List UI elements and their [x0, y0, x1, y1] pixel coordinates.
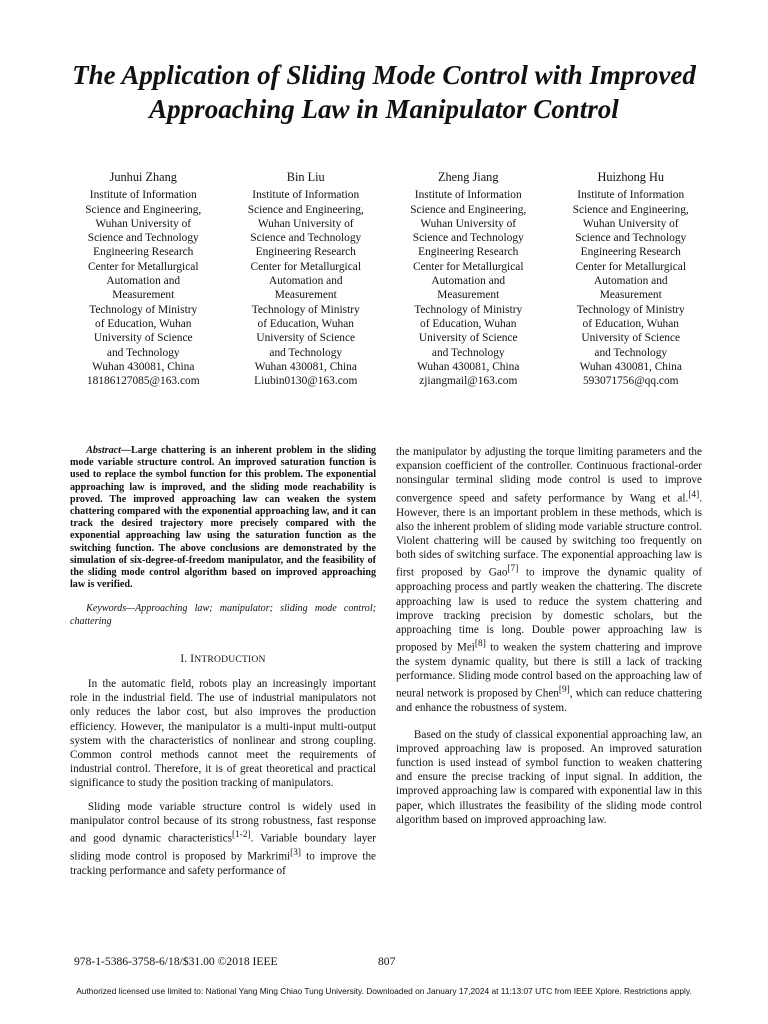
citation: [1-2] [231, 830, 251, 841]
author-card [62, 170, 225, 388]
affiliation-line: Wuhan University of [257, 217, 354, 230]
affiliation-line: Science and Technology [575, 232, 687, 245]
author-name: Huizhong Hu [597, 170, 665, 184]
affiliation-line: Engineering Research [255, 246, 356, 259]
affiliation-line: University of Science [581, 332, 681, 345]
author-email: 593071756@qq.com [582, 375, 679, 388]
abstract-label: Abstract [86, 445, 121, 456]
affiliation-line: Engineering Research [93, 246, 194, 259]
citation: [3] [290, 848, 302, 859]
license-notice: Authorized licensed use limited to: National Yang Ming Chiao Tung University. Downloaded on January 17,2024 at 11:13:07 UTC from IEEE Xplore. Restrictions apply. [76, 986, 692, 996]
keywords: Keywords—Approaching law; manipulator; sliding mode control; chattering [70, 603, 376, 627]
affiliation-line: of Education, Wuhan [582, 317, 679, 330]
text-run: . Variable boundary layer sliding mode control is proposed by Markrimi [70, 832, 377, 863]
affiliation-line: Center for Metallurgical [88, 260, 199, 273]
author-card [550, 170, 713, 388]
affiliation-line: Engineering Research [580, 246, 681, 259]
affiliation-line: Measurement [112, 289, 175, 302]
text-run: to improve the dynamic quality of approaching process and partly weaken the chattering. The discrete approaching law is used to reduce the system chattering and improve tracking precision by domestic scholars, but the approaching time is long. Double power approaching law is proposed by Mei [396, 567, 702, 654]
author-name: Bin Liu [286, 170, 325, 184]
affiliation-line: Wuhan 430081, China [254, 360, 357, 373]
section-title-rest: NTRODUCTION [194, 653, 266, 665]
affiliation-line: Technology of Ministry [414, 303, 523, 316]
affiliation-line: Center for Metallurgical [575, 260, 686, 273]
affiliation-line: of Education, Wuhan [95, 317, 192, 330]
affiliation-line: and Technology [269, 346, 343, 359]
affiliation-line: University of Science [93, 332, 193, 345]
affiliation-line: University of Science [256, 332, 356, 345]
affiliation-line: Automation and [268, 275, 343, 288]
author-name: Junhui Zhang [109, 170, 177, 184]
affiliation-line: Institute of Information [252, 189, 360, 202]
affiliation-line: and Technology [594, 346, 668, 359]
affiliation-line: Technology of Ministry [576, 303, 685, 316]
affiliation-line: Technology of Ministry [251, 303, 360, 316]
affiliation-line: Wuhan 430081, China [417, 360, 520, 373]
affiliation-line: Center for Metallurgical [413, 260, 524, 273]
citation: [7] [507, 564, 519, 575]
text-run: to improve the tracking performance and safety performance of [70, 850, 377, 877]
affiliation-line: Science and Engineering, [85, 203, 202, 216]
abstract-text: Large chattering is an inherent problem in the sliding mode variable structure control. An improved saturation function is used to replace the symbol function for this problem. The exponential approaching law is improved, and the sliding mode reachability is proved. The improved approaching law can weaken the system chattering compared with the exponential approaching law, and it can track the desired trajectory more precisely compared with the exponential approaching law using the saturation function as the switching function. The above conclusions are demonstrated by the simulation of six-degree-of-freedom manipulator, and the feasibility of the sliding mode control algorithm based on improved approaching law is verified. [70, 445, 376, 591]
affiliation-line: and Technology [431, 346, 505, 359]
affiliation-line: Wuhan University of [95, 217, 192, 230]
page-number: 807 [378, 955, 396, 968]
affiliation-line: Measurement [274, 289, 337, 302]
body-paragraph [70, 800, 376, 878]
affiliation-line: Automation and [106, 275, 181, 288]
affiliation-line: Engineering Research [418, 246, 519, 259]
affiliation-line: Science and Engineering, [247, 203, 364, 216]
affiliation-line: Technology of Ministry [89, 303, 198, 316]
abstract-dash: — [120, 445, 132, 456]
right-column [396, 445, 702, 827]
paper-title: The Application of Sliding Mode Control with Improved Approaching Law in Manipulator Control [72, 60, 696, 124]
section-number: I. [180, 652, 188, 665]
affiliation-line: University of Science [418, 332, 518, 345]
affiliation-line: Wuhan University of [420, 217, 517, 230]
affiliation-line: Science and Engineering, [572, 203, 689, 216]
affiliation-line: Science and Engineering, [410, 203, 527, 216]
text-run: the manipulator by adjusting the torque limiting parameters and the expansion coefficient of the controller. Continuous fractional-order nonsingular terminal sliding mode control is used to improve convergence speed and safety performance by Wang et al. [396, 446, 702, 505]
affiliation-line: Center for Metallurgical [250, 260, 361, 273]
author-card [225, 170, 388, 388]
affiliation-line: Wuhan University of [582, 217, 679, 230]
affiliation-line: Automation and [431, 275, 506, 288]
section-initial: I [190, 652, 195, 665]
citation: [4] [688, 489, 700, 500]
affiliation-line: Science and Technology [87, 232, 199, 245]
affiliation-line: Wuhan 430081, China [92, 360, 195, 373]
body-paragraph [396, 445, 702, 716]
text-run: to weaken the system chattering and improve the system dynamic quality, but there is still a lack of tracking performance. Sliding mode control based on the approaching law of neural network is proposed by Chen [396, 641, 702, 701]
citation: [9] [558, 685, 570, 696]
author-name: Zheng Jiang [438, 170, 499, 184]
text-run: . However, there is an important problem in these methods, which is also the inherent problem of sliding mode variable structure control. Violent chattering will be caused by switching too frequently on both sides of switching surface. The exponential approaching law is first proposed by Gao [396, 492, 702, 580]
body-paragraph: Based on the study of classical exponential approaching law, an improved approaching law is proposed. An improved saturation function is used instead of symbol function to weaken chattering and ensure the precise tracking of input signal. In addition, the improved approaching law is compared with exponential law in this paper, which illustrates the feasibility of the sliding mode control algorithm based on improved approaching law. [396, 728, 702, 826]
body-paragraph: In the automatic field, robots play an increasingly important role in the industrial field. The use of industrial manipulators not only reduces the labor cost, but also improves the production efficiency. However, the manipulator is a multi-input multi-output system with the characteristics of nonlinear and strong coupling. Common control methods cannot meet the requirements of industrial control. Therefore, it is of great theoretical and practical significance to study the position tracking of manipulators. [70, 678, 376, 790]
copyright-line: 978-1-5386-3758-6/18/$31.00 ©2018 IEEE [74, 955, 278, 968]
text-run: Sliding mode variable structure control is widely used in manipulator control because of its strong robustness, fast response and good dynamic characteristics [70, 800, 376, 845]
text-run: , which can reduce chattering and enhance the robustness of system. [396, 688, 703, 715]
author-email: zjiangmail@163.com [419, 375, 518, 388]
affiliation-line: Institute of Information [577, 189, 685, 202]
affiliation-line: of Education, Wuhan [420, 317, 517, 330]
author-email: Liubin0130@163.com [254, 375, 358, 388]
affiliation-line: Measurement [599, 289, 662, 302]
left-column [70, 445, 376, 878]
affiliation-line: Automation and [593, 275, 668, 288]
affiliation-line: Measurement [437, 289, 500, 302]
affiliation-line: Institute of Information [89, 189, 197, 202]
section-heading-introduction [70, 652, 376, 667]
author-block [62, 170, 712, 388]
citation: [8] [474, 639, 486, 650]
author-card [387, 170, 550, 388]
author-email: 18186127085@163.com [86, 375, 200, 388]
affiliation-line: Science and Technology [250, 232, 362, 245]
affiliation-line: Science and Technology [412, 232, 524, 245]
abstract [70, 445, 376, 591]
affiliation-line: of Education, Wuhan [257, 317, 354, 330]
affiliation-line: and Technology [106, 346, 180, 359]
affiliation-line: Wuhan 430081, China [579, 360, 682, 373]
affiliation-line: Institute of Information [414, 189, 522, 202]
